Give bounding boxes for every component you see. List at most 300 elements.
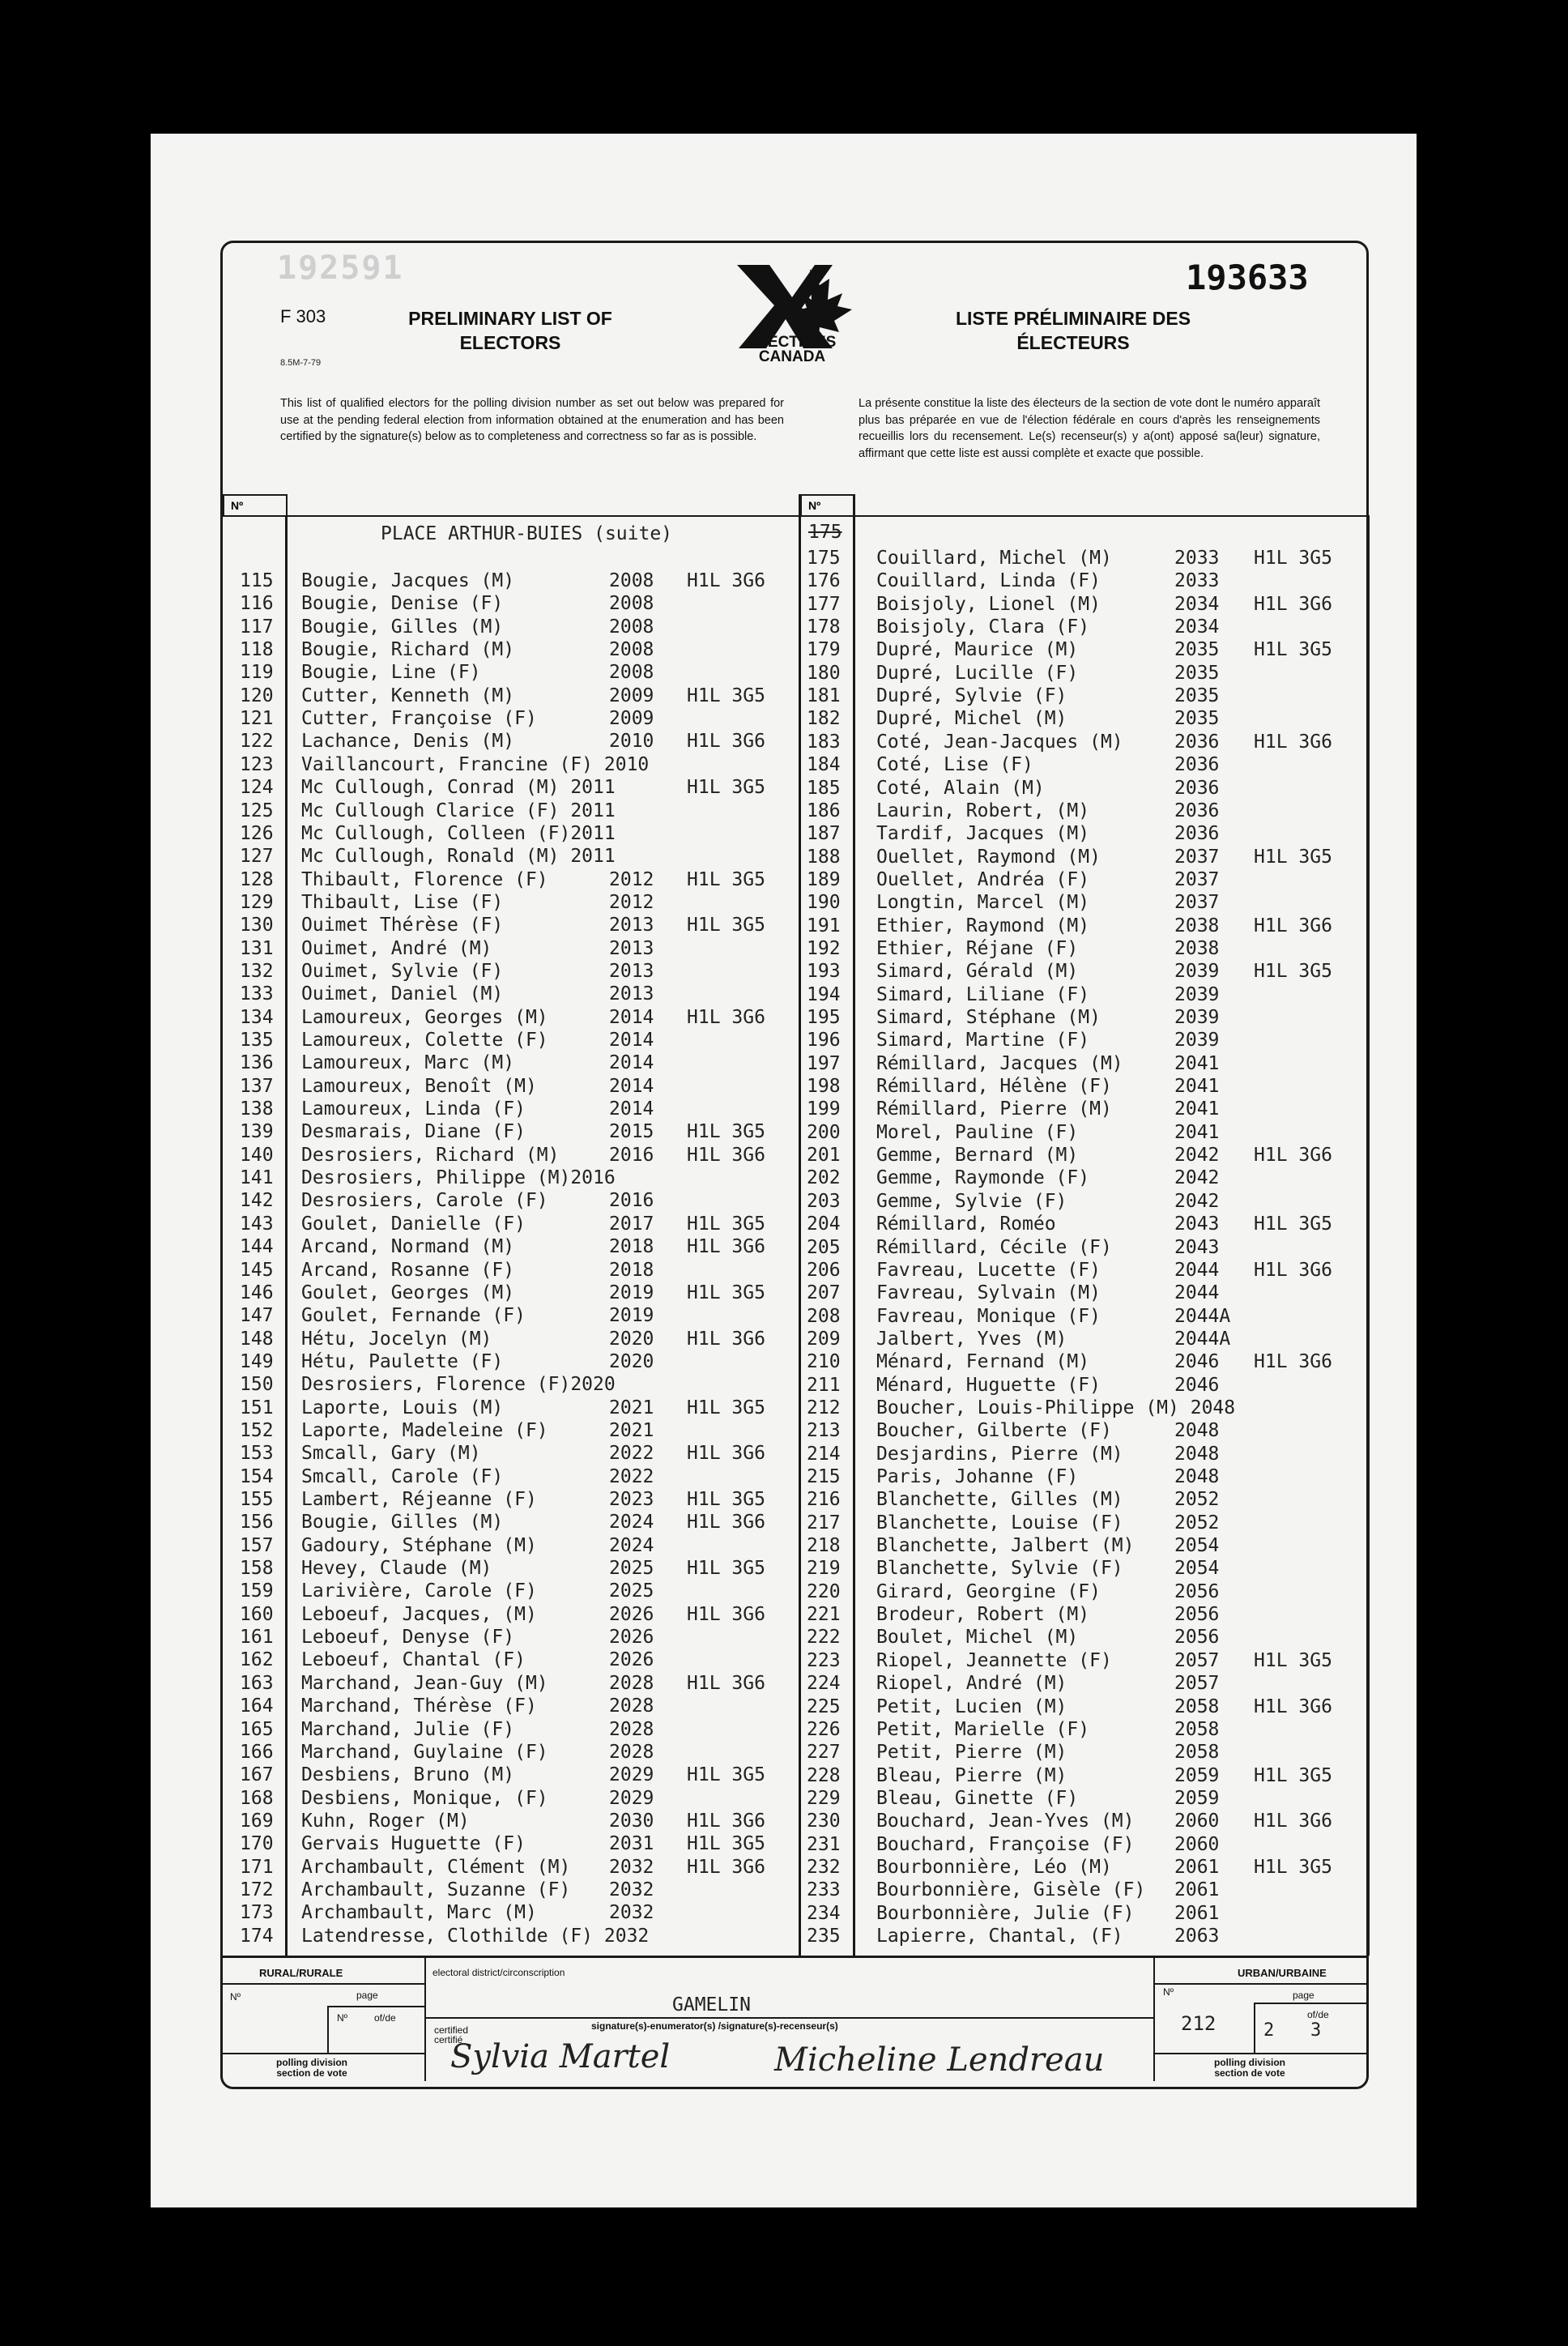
elector-address: 2014 [609, 1006, 654, 1028]
elector-number: 175 [807, 548, 841, 569]
elector-name: Laurin, Robert, (M) [876, 800, 1090, 821]
elector-name: Ethier, Raymond (M) [876, 915, 1090, 936]
elector-postal-code: H1L 3G5 [1254, 961, 1332, 983]
elector-number: 120 [240, 685, 274, 706]
elector-number: 137 [240, 1075, 274, 1097]
elector-address: 2013 [609, 983, 654, 1005]
elector-number: 210 [807, 1351, 841, 1373]
elector-address: 2035 [1174, 685, 1220, 707]
elector-name: Thibault, Lise (F) [301, 891, 504, 913]
elector-address: 2032 [609, 1856, 654, 1878]
elector-number: 126 [240, 822, 274, 844]
elector-name: Dupré, Maurice (M) [876, 639, 1079, 661]
elector-name: Blanchette, Sylvie (F) [876, 1558, 1123, 1580]
stamp-number: 193633 [1186, 258, 1309, 297]
elector-name: Bougie, Line (F) [301, 662, 481, 684]
elector-row [0, 1121, 1539, 1144]
elector-name: Kuhn, Roger (M) [301, 1810, 470, 1832]
elector-number: 174 [240, 1925, 274, 1947]
elector-name: Coté, Lise (F) [876, 754, 1033, 776]
elector-address: 2063 [1174, 1926, 1220, 1947]
elector-address: 2014 [609, 1098, 654, 1120]
elector-name: Couillard, Michel (M) [876, 548, 1112, 569]
elector-number: 124 [240, 777, 274, 799]
elector-number: 211 [807, 1374, 841, 1396]
elector-address: 2061 [1174, 1856, 1220, 1878]
elector-number: 158 [240, 1558, 274, 1580]
elector-postal-code: H1L 3G5 [687, 1558, 765, 1580]
elector-row [0, 1419, 1539, 1442]
elector-number: 203 [807, 1190, 841, 1212]
elector-address: 2010 [609, 731, 654, 753]
elector-address: 2009 [609, 708, 654, 730]
elector-number: 178 [807, 616, 841, 638]
elector-name: Couillard, Linda (F) [876, 570, 1101, 592]
elector-name: Goulet, Georges (M) [301, 1282, 515, 1303]
rural-polling-rule [220, 2053, 424, 2054]
elector-name: Rémillard, Hélène (F) [876, 1076, 1112, 1098]
elector-row [0, 638, 1539, 661]
elector-number: 182 [807, 708, 841, 730]
elector-row [0, 822, 1539, 845]
elector-postal-code: H1L 3G5 [687, 1213, 765, 1235]
elector-number: 190 [807, 892, 841, 914]
elector-address: 2031 [609, 1833, 654, 1855]
elector-row [0, 800, 1539, 822]
elector-name: Boisjoly, Lionel (M) [876, 593, 1101, 615]
elector-number: 168 [240, 1787, 274, 1809]
elector-address: 2059 [1174, 1764, 1220, 1786]
rural-box-rule-h [327, 2006, 424, 2007]
elector-number: 228 [807, 1764, 841, 1786]
elector-row [0, 1879, 1539, 1901]
elector-address: 2037 [1174, 892, 1220, 914]
elector-number: 138 [240, 1098, 274, 1120]
rural-label: RURAL/RURALE [259, 1967, 343, 1979]
elector-name: Blanchette, Louise (F) [876, 1512, 1123, 1533]
elector-name: Lamoureux, Marc (M) [301, 1052, 515, 1074]
elector-row [0, 1833, 1539, 1856]
elector-name: Larivière, Carole (F) [301, 1580, 537, 1602]
elector-address: 2052 [1174, 1489, 1220, 1511]
elector-address: 2042 [1174, 1145, 1220, 1167]
elector-address: 2035 [1174, 662, 1220, 684]
elector-number: 140 [240, 1144, 274, 1166]
elector-number: 194 [807, 983, 841, 1005]
elector-number: 148 [240, 1328, 274, 1350]
elector-row [0, 1006, 1539, 1029]
elector-number: 119 [240, 662, 274, 684]
rural-polling-label: polling division section de vote [276, 2057, 347, 2079]
elector-postal-code: H1L 3G6 [1254, 1259, 1332, 1281]
elector-row [0, 777, 1539, 800]
elector-name: Coté, Alain (M) [876, 777, 1045, 799]
elector-number: 116 [240, 593, 274, 615]
elector-number: 165 [240, 1718, 274, 1740]
elector-address: 2046 [1174, 1351, 1220, 1373]
left-no-header: Nº [223, 494, 288, 517]
elector-row [0, 685, 1539, 707]
elector-address: 2056 [1174, 1604, 1220, 1626]
elector-name: Lambert, Réjeanne (F) [301, 1489, 537, 1510]
logo-text: ELECTIONS CANADA [748, 334, 837, 365]
elector-address: 2036 [1174, 823, 1220, 845]
elector-number: 184 [807, 754, 841, 776]
elector-address: 2026 [609, 1603, 654, 1625]
elector-name: Paris, Johanne (F) [876, 1466, 1079, 1487]
elector-name: Goulet, Fernande (F) [301, 1305, 526, 1327]
elector-row [0, 1259, 1539, 1282]
elector-address: 2061 [1174, 1879, 1220, 1901]
elector-name: Favreau, Sylvain (M) [876, 1282, 1101, 1304]
district-value: GAMELIN [672, 1994, 751, 2015]
elector-number: 181 [807, 685, 841, 707]
elector-number: 136 [240, 1052, 274, 1074]
elector-number: 145 [240, 1259, 274, 1281]
elector-address: 2008 [609, 639, 654, 661]
elector-postal-code: H1L 3G6 [687, 570, 765, 591]
elector-name: Boisjoly, Clara (F) [876, 616, 1090, 638]
elector-postal-code: H1L 3G6 [687, 1512, 765, 1533]
elector-number: 142 [240, 1190, 274, 1212]
elector-address: 2034 [1174, 593, 1220, 615]
elector-address: 2061 [1174, 1902, 1220, 1924]
elector-name: Leboeuf, Denyse (F) [301, 1627, 515, 1649]
faded-stamp: 192591 [277, 250, 404, 287]
elector-number: 229 [807, 1787, 841, 1809]
elector-address: 2030 [609, 1810, 654, 1832]
elector-address: 2014 [609, 1030, 654, 1051]
elector-number: 226 [807, 1718, 841, 1740]
elector-name: Lamoureux, Colette (F) [301, 1030, 548, 1051]
elector-postal-code: H1L 3G5 [1254, 1649, 1332, 1671]
elector-row [0, 868, 1539, 891]
elector-name: Gadoury, Stéphane (M) [301, 1534, 537, 1556]
urban-polling-rule [1155, 2053, 1367, 2054]
elector-number: 223 [807, 1649, 841, 1671]
elector-name: Arcand, Normand (M) [301, 1236, 515, 1258]
elector-name: Riopel, Jeannette (F) [876, 1649, 1112, 1671]
signature-enumerator-2: Micheline Lendreau [774, 2041, 1105, 2079]
elector-number: 197 [807, 1052, 841, 1074]
elector-row [0, 1488, 1539, 1511]
elector-row [0, 1213, 1539, 1235]
elector-number: 132 [240, 960, 274, 982]
elector-number: 149 [240, 1350, 274, 1372]
elector-name: Marchand, Julie (F) [301, 1718, 515, 1740]
elector-name: Mc Cullough, Colleen (F)2011 [301, 822, 616, 844]
rural-no2-label: Nº [337, 2012, 348, 2024]
elector-name: Ouimet Thérèse (F) [301, 915, 504, 936]
elector-name: Hétu, Jocelyn (M) [301, 1328, 492, 1350]
elections-canada-logo [729, 261, 859, 374]
elector-address: 2039 [1174, 983, 1220, 1005]
elector-name: Archambault, Suzanne (F) [301, 1879, 571, 1900]
elector-row [0, 1902, 1539, 1925]
elector-number: 196 [807, 1030, 841, 1051]
elector-row [0, 731, 1539, 753]
certified-label: certified certifié [434, 2024, 469, 2045]
elector-number: 225 [807, 1696, 841, 1717]
elector-name: Desbiens, Bruno (M) [301, 1764, 515, 1786]
elector-address: 2029 [609, 1787, 654, 1809]
elector-address: 2059 [1174, 1787, 1220, 1809]
elector-postal-code: H1L 3G6 [687, 1144, 765, 1166]
elector-name: Petit, Marielle (F) [876, 1718, 1090, 1740]
elector-row [0, 1718, 1539, 1741]
elector-address: 2034 [1174, 616, 1220, 638]
elector-number: 164 [240, 1696, 274, 1717]
elector-row [0, 1374, 1539, 1397]
elector-number: 155 [240, 1489, 274, 1510]
elector-name: Petit, Pierre (M) [876, 1742, 1067, 1764]
elector-name: Mc Cullough, Ronald (M) 2011 [301, 846, 616, 868]
elector-number: 147 [240, 1305, 274, 1327]
elector-number: 233 [807, 1879, 841, 1901]
elector-postal-code: H1L 3G5 [687, 777, 765, 799]
elector-number: 129 [240, 891, 274, 913]
elector-name: Lapierre, Chantal, (F) [876, 1926, 1123, 1947]
elector-postal-code: H1L 3G6 [687, 731, 765, 753]
elector-address: 2060 [1174, 1811, 1220, 1832]
elector-name: Simard, Liliane (F) [876, 983, 1090, 1005]
elector-name: Bougie, Richard (M) [301, 639, 515, 661]
elector-name: Girard, Georgine (F) [876, 1580, 1101, 1602]
elector-address: 2024 [609, 1534, 654, 1556]
elector-row [0, 616, 1539, 638]
elector-postal-code: H1L 3G6 [1254, 1145, 1332, 1167]
elector-address: 2041 [1174, 1076, 1220, 1098]
elector-row [0, 1512, 1539, 1534]
elector-row [0, 846, 1539, 868]
urban-of-label: of/de [1307, 2009, 1329, 2020]
elector-row [0, 547, 1539, 569]
elector-number: 133 [240, 983, 274, 1005]
elector-name: Desrosiers, Philippe (M)2016 [301, 1167, 616, 1189]
elector-postal-code: H1L 3G6 [1254, 915, 1332, 936]
elector-row [0, 1557, 1539, 1580]
elector-name: Simard, Gérald (M) [876, 961, 1079, 983]
elector-name: Ouellet, Andréa (F) [876, 868, 1090, 890]
urban-page-label: page [1293, 1990, 1314, 2001]
elector-name: Simard, Martine (F) [876, 1030, 1090, 1051]
elector-address: 2020 [609, 1328, 654, 1350]
elector-name: Petit, Lucien (M) [876, 1696, 1067, 1717]
elector-number: 122 [240, 731, 274, 753]
elector-number: 134 [240, 1006, 274, 1028]
elector-name: Boucher, Louis-Philippe (M) 2048 [876, 1397, 1236, 1418]
elector-address: 2056 [1174, 1580, 1220, 1602]
elector-name: Hevey, Claude (M) [301, 1558, 492, 1580]
elector-address: 2025 [609, 1558, 654, 1580]
elector-name: Blanchette, Jalbert (M) [876, 1535, 1135, 1557]
elector-name: Gemme, Raymonde (F) [876, 1167, 1090, 1189]
elector-number: 207 [807, 1282, 841, 1304]
elector-name: Rémillard, Cécile (F) [876, 1236, 1112, 1258]
urban-box-rule-h [1254, 2003, 1367, 2004]
elector-number: 230 [807, 1811, 841, 1832]
elector-address: 2025 [609, 1580, 654, 1602]
elector-number: 162 [240, 1649, 274, 1671]
elector-name: Dupré, Lucille (F) [876, 662, 1079, 684]
elector-address: 2038 [1174, 915, 1220, 936]
elector-address: 2052 [1174, 1512, 1220, 1533]
elector-postal-code: H1L 3G5 [1254, 846, 1332, 868]
elector-address: 2041 [1174, 1098, 1220, 1120]
elector-number: 152 [240, 1419, 274, 1441]
elector-address: 2018 [609, 1236, 654, 1258]
elector-postal-code: H1L 3G6 [1254, 1811, 1332, 1832]
elector-address: 2026 [609, 1627, 654, 1649]
elector-address: 2038 [1174, 937, 1220, 959]
elector-address: 2041 [1174, 1121, 1220, 1143]
elector-row [0, 983, 1539, 1006]
elector-address: 2044A [1174, 1328, 1231, 1350]
elector-postal-code: H1L 3G6 [1254, 1696, 1332, 1717]
elector-number: 212 [807, 1397, 841, 1418]
elector-postal-code: H1L 3G5 [1254, 1856, 1332, 1878]
elector-number: 179 [807, 639, 841, 661]
elector-address: 2044 [1174, 1282, 1220, 1304]
elector-name: Bouchard, Jean-Yves (M) [876, 1811, 1135, 1832]
elector-postal-code: H1L 3G6 [687, 1603, 765, 1625]
elector-number: 172 [240, 1879, 274, 1900]
elector-name: Rémillard, Pierre (M) [876, 1098, 1112, 1120]
elector-number: 219 [807, 1558, 841, 1580]
elector-address: 2019 [609, 1282, 654, 1303]
elector-postal-code: H1L 3G6 [687, 1856, 765, 1878]
elector-address: 2028 [609, 1741, 654, 1763]
elector-address: 2033 [1174, 548, 1220, 569]
elector-address: 2009 [609, 685, 654, 706]
elector-row [0, 960, 1539, 983]
elector-address: 2039 [1174, 961, 1220, 983]
elector-number: 195 [807, 1007, 841, 1028]
elector-row [0, 1856, 1539, 1879]
elector-address: 2012 [609, 891, 654, 913]
elector-number: 204 [807, 1214, 841, 1235]
elector-name: Coté, Jean-Jacques (M) [876, 731, 1123, 753]
footer-mid-rule [220, 1983, 424, 1985]
elector-row [0, 662, 1539, 685]
elector-address: 2008 [609, 616, 654, 638]
elector-address: 2048 [1174, 1443, 1220, 1465]
elector-address: 2023 [609, 1489, 654, 1510]
elector-number: 218 [807, 1535, 841, 1557]
elector-number: 227 [807, 1742, 841, 1764]
elector-name: Laporte, Madeleine (F) [301, 1419, 548, 1441]
elector-postal-code: H1L 3G5 [687, 685, 765, 706]
elector-name: Bouchard, Françoise (F) [876, 1833, 1135, 1855]
elector-address: 2028 [609, 1672, 654, 1694]
elector-number: 130 [240, 915, 274, 936]
elector-number: 183 [807, 731, 841, 753]
rural-no-label: Nº [230, 1991, 241, 2003]
elector-address: 2060 [1174, 1833, 1220, 1855]
elector-postal-code: H1L 3G6 [1254, 1351, 1332, 1373]
elector-postal-code: H1L 3G5 [687, 1397, 765, 1418]
elector-number: 135 [240, 1030, 274, 1051]
elector-row [0, 1925, 1539, 1947]
elector-number: 232 [807, 1856, 841, 1878]
elector-name: Gemme, Sylvie (F) [876, 1190, 1067, 1212]
elector-row [0, 1649, 1539, 1672]
elector-name: Bougie, Denise (F) [301, 593, 504, 615]
elector-row [0, 1282, 1539, 1304]
elector-number: 117 [240, 616, 274, 638]
elector-name: Ménard, Huguette (F) [876, 1374, 1101, 1396]
elector-address: 2028 [609, 1696, 654, 1717]
elector-postal-code: H1L 3G6 [687, 1810, 765, 1832]
elector-row [0, 1696, 1539, 1718]
right-no-header: Nº [800, 494, 855, 517]
signature-enumerator-1: Sylvia Martel [450, 2038, 671, 2075]
elector-address: 2037 [1174, 868, 1220, 890]
elector-row [0, 915, 1539, 937]
elector-name: Desmarais, Diane (F) [301, 1121, 526, 1143]
elector-postal-code: H1L 3G6 [687, 1672, 765, 1694]
elector-number: 201 [807, 1145, 841, 1167]
elector-name: Mc Cullough, Conrad (M) 2011 [301, 777, 616, 799]
elector-address: 2016 [609, 1144, 654, 1166]
elector-number: 157 [240, 1534, 274, 1556]
elector-address: 2029 [609, 1764, 654, 1786]
elector-name: Hétu, Paulette (F) [301, 1350, 504, 1372]
elector-name: Vaillancourt, Francine (F) 2010 [301, 753, 650, 775]
elector-number: 222 [807, 1627, 841, 1649]
elector-row [0, 1144, 1539, 1167]
elector-number: 209 [807, 1328, 841, 1350]
elector-number: 128 [240, 868, 274, 890]
elector-number: 151 [240, 1397, 274, 1418]
elector-row [0, 1397, 1539, 1419]
elector-address: 2021 [609, 1419, 654, 1441]
elector-name: Dupré, Michel (M) [876, 708, 1067, 730]
elector-postal-code: H1L 3G5 [687, 1764, 765, 1786]
elector-number: 123 [240, 753, 274, 775]
elector-postal-code: H1L 3G5 [687, 915, 765, 936]
elector-name: Favreau, Lucette (F) [876, 1259, 1101, 1281]
elector-name: Desrosiers, Florence (F)2020 [301, 1374, 616, 1396]
elector-address: 2008 [609, 593, 654, 615]
elector-address: 2021 [609, 1397, 654, 1418]
elector-address: 2036 [1174, 754, 1220, 776]
elector-number: 167 [240, 1764, 274, 1786]
elector-name: Bleau, Ginette (F) [876, 1787, 1079, 1809]
elector-name: Morel, Pauline (F) [876, 1121, 1079, 1143]
elector-address: 2028 [609, 1718, 654, 1740]
elector-number: 187 [807, 823, 841, 845]
elector-address: 2057 [1174, 1649, 1220, 1671]
elector-number: 143 [240, 1213, 274, 1235]
elector-name: Boucher, Gilberte (F) [876, 1420, 1112, 1442]
elector-row [0, 891, 1539, 914]
elector-postal-code: H1L 3G5 [687, 1282, 765, 1303]
elector-name: Lachance, Denis (M) [301, 731, 515, 753]
elector-number: 153 [240, 1443, 274, 1465]
elector-row [0, 937, 1539, 960]
elector-row [0, 1350, 1539, 1373]
elector-address: 2020 [609, 1350, 654, 1372]
page-number: 2 [1263, 2020, 1275, 2041]
elector-postal-code: H1L 3G5 [1254, 1214, 1332, 1235]
elector-row [0, 1029, 1539, 1051]
urban-box-rule [1254, 2003, 1255, 2053]
elector-name: Blanchette, Gilles (M) [876, 1489, 1123, 1511]
elector-name: Ménard, Fernand (M) [876, 1351, 1090, 1373]
elector-row [0, 1167, 1539, 1189]
street-heading: PLACE ARTHUR-BUIES (suite) [381, 523, 673, 544]
